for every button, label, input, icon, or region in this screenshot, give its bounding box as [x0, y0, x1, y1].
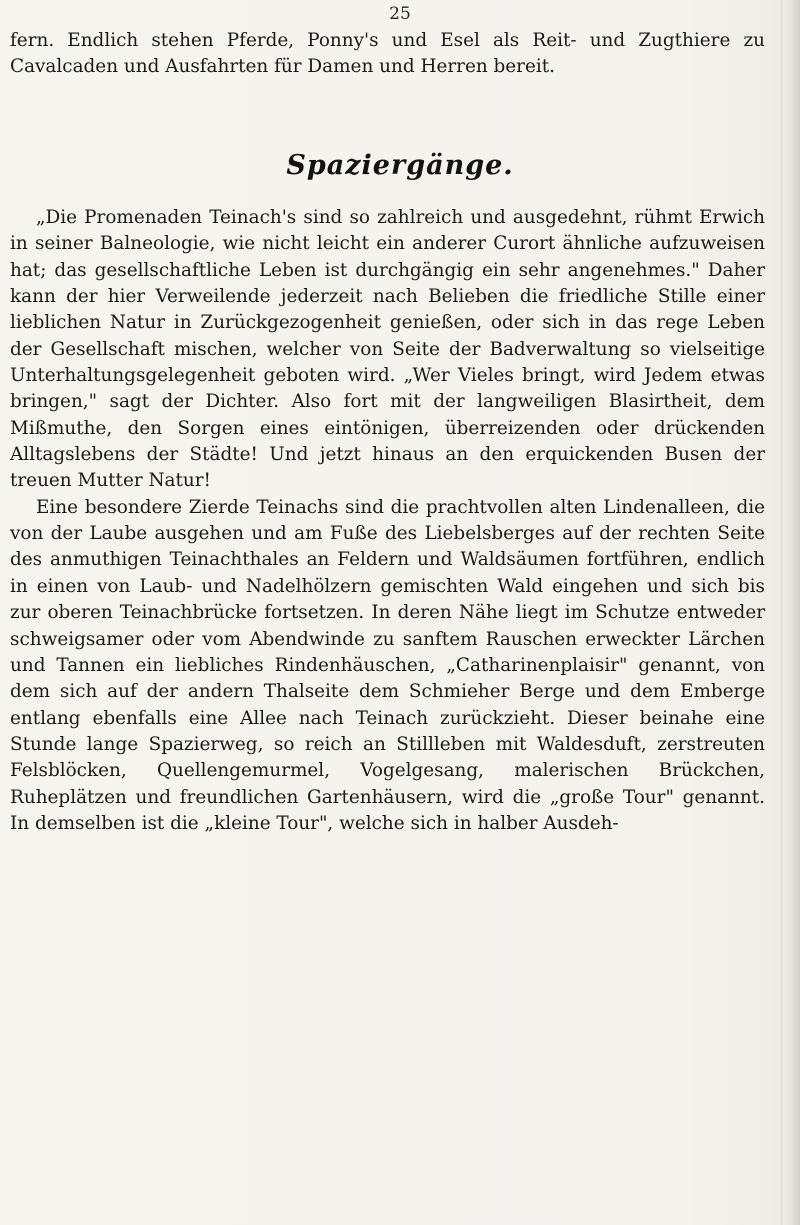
paragraph-promenades: „Die Promenaden Teinach's sind so zahlreich und ausgedehnt, rühmt Erwich in seiner Balneologie, wie nicht leicht ein anderer Curort ähnliche aufzuweisen hat; das gesellschaftliche Leben ist durchgängig ein sehr angenehmes." Daher kann der hier Verweilende jederzeit nach Belieben die friedliche Stille einer lieblichen Natur in Zurückgezogenheit genießen, oder sich in das rege Leben der Gesellschaft mischen, welcher von Seite der Badverwaltung so vielseitige Unterhaltungsgelegenheit geboten wird. „Wer Vieles bringt, wird Jedem etwas bringen," sagt der Dichter. Also fort mit der langweiligen Blasirtheit, dem Mißmuthe, den Sorgen eines eintönigen, überreizenden oder drückenden Alltagslebens der Städte! Und jetzt hinaus an den erquickenden Busen der treuen Mutter Natur! [10, 207, 765, 492]
section-heading: Spaziergänge. [286, 150, 514, 181]
body-text [10, 205, 765, 837]
intro-text [10, 28, 765, 81]
intro-paragraph: fern. Endlich stehen Pferde, Ponny's und Esel als Reit- und Zugthiere zu Cavalcaden und Ausfahrten für Damen und Herren bereit. [10, 30, 765, 78]
paragraph-alleys: Eine besondere Zierde Teinachs sind die prachtvollen alten Lindenalleen, die von der Laube ausgehen und am Fuße des Liebelsberges auf der rechten Seite des anmuthigen Teinachthales an Feldern und Waldsäumen fortführen, endlich in einen von Laub- und Nadelhölzern gemischten Wald eingehen und sich bis zur oberen Teinachbrücke fortsetzen. In deren Nähe liegt im Schutze entweder schweigsamer oder vom Abendwinde zu sanftem Rauschen erweckter Lärchen und Tannen ein liebliches Rindenhäuschen, „Catharinenplaisir" genannt, von dem sich auf der andern Thalseite dem Schmieher Berge und dem Emberge entlang ebenfalls eine Allee nach Teinach zurückzieht. Dieser beinahe eine Stunde lange Spazierweg, so reich an Stillleben mit Waldesduft, zerstreuten Felsblöcken, Quellengemurmel, Vogelgesang, malerischen Brückchen, Ruheplätzen und freundlichen Gartenhäusern, wird die „große Tour" genannt. In demselben ist die „kleine Tour", welche sich in halber Ausdeh- [10, 496, 765, 834]
page-edge [781, 0, 800, 1225]
page-number: 25 [389, 4, 411, 24]
